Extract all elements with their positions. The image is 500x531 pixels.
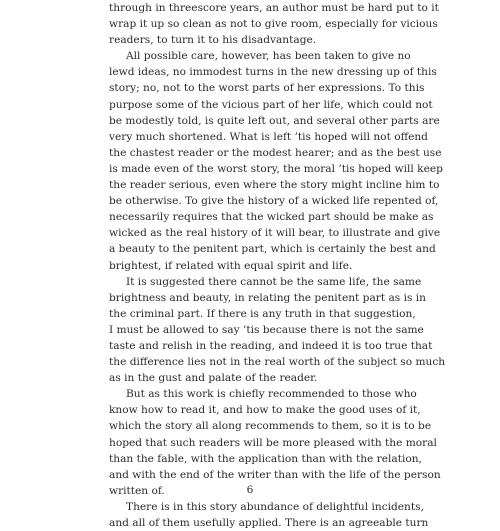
text-line: and all of them usefully applied. There is an agreeable turn <box>109 517 429 529</box>
text-line: wicked as the real history of it will bear, to illustrate and give <box>109 227 441 240</box>
text-line: brightness and beauty, in relating the penitent part as is in <box>109 291 426 304</box>
text-line: the reader serious, even where the story might incline him to <box>109 179 440 192</box>
text-line: But as this work is chiefly recommended to those who <box>126 388 417 401</box>
text-line: hoped that such readers will be more pleased with the moral <box>109 436 437 449</box>
text-line: I must be allowed to say ’tis because there is not the same <box>109 323 424 336</box>
text-line: know how to read it, and how to make the good uses of it, <box>109 404 421 417</box>
text-line: than the fable, with the application than with the relation, <box>109 452 422 465</box>
text-line: readers, to turn it to his disadvantage. <box>109 34 317 47</box>
text-line: be otherwise. To give the history of a wicked life repented of, <box>109 195 439 208</box>
text-line: lewd ideas, no immodest turns in the new dressing up of this <box>109 66 437 79</box>
paragraph <box>109 48 443 273</box>
text-line: through in threescore years, an author must be hard put to it <box>109 2 439 14</box>
text-line: and with the end of the writer than with the life of the person <box>109 468 441 481</box>
text-line: necessarily requires that the wicked part should be make as <box>109 211 434 224</box>
text-line: is made even of the worst story, the moral ’tis hoped will keep <box>109 162 443 175</box>
text-line: the difference lies not in the real worth of the subject so much <box>109 356 446 369</box>
text-line: brightest, if related with equal spirit and life. <box>109 259 353 272</box>
text-line: It is suggested there cannot be the same life, the same <box>126 275 422 288</box>
text-line: taste and relish in the reading, and indeed it is too true that <box>109 339 433 352</box>
paragraph <box>109 274 446 387</box>
text-line: the criminal part. If there is any truth in that suggestion, <box>109 307 416 320</box>
text-line: which the story all along recommends to them, so it is to be <box>109 420 432 433</box>
text-line: written of. <box>109 484 165 497</box>
page-number: 6 <box>246 484 254 496</box>
text-line: purpose some of the vicious part of her life, which could not <box>109 98 433 111</box>
paragraph <box>109 386 441 499</box>
text-line: story; no, not to the worst parts of her expressions. To this <box>109 82 425 95</box>
text-line: as in the gust and palate of the reader. <box>109 372 318 385</box>
text-line: All possible care, however, has been taken to give no <box>126 50 411 63</box>
paragraph <box>109 0 439 48</box>
text-line: the chastest reader or the modest hearer; and as the best use <box>109 146 442 159</box>
text-line: a beauty to the penitent part, which is certainly the best and <box>109 243 436 256</box>
body-text <box>109 0 446 531</box>
paragraph <box>109 499 429 531</box>
text-line: wrap it up so clean as not to give room, especially for vicious <box>109 18 438 31</box>
text-line: There is in this story abundance of delightful incidents, <box>126 500 424 513</box>
text-line: be modestly told, is quite left out, and several other parts are <box>109 114 440 127</box>
text-line: very much shortened. What is left ’tis hoped will not offend <box>109 130 428 143</box>
